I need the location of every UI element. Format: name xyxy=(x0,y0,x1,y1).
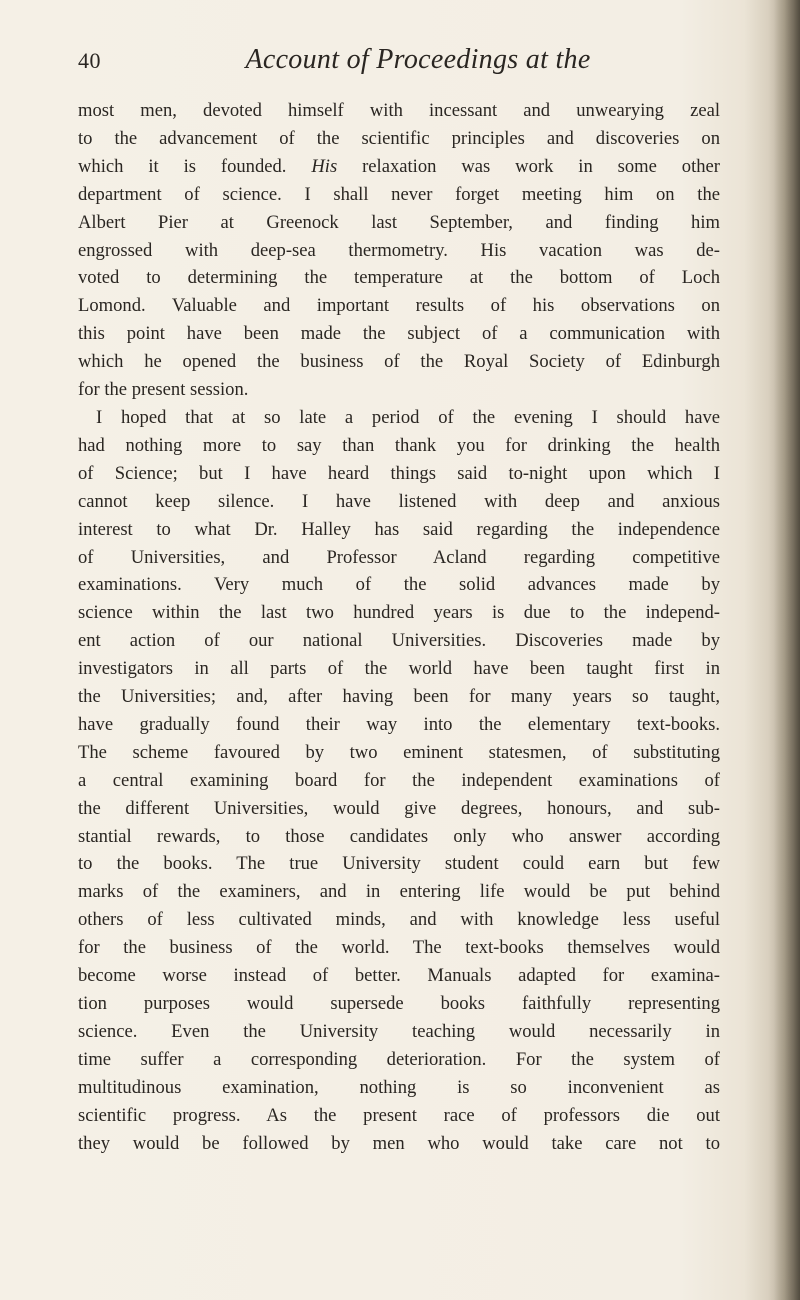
text-line: become worse instead of better. Manuals adapted for examina- xyxy=(78,965,720,987)
text-line: a central examining board for the independent examinations of xyxy=(78,769,720,791)
text-line: which it is founded. His relaxation was work in some other xyxy=(78,155,720,177)
text-line: voted to determining the temperature at the bottom of Loch xyxy=(78,267,720,289)
text-line: marks of the examiners, and in entering life would be put behind xyxy=(78,881,720,903)
text-line: investigators in all parts of the world have been taught first in xyxy=(78,658,720,680)
text-line: interest to what Dr. Halley has said regarding the independence xyxy=(78,518,720,540)
text-line: of Universities, and Professor Acland regarding competitive xyxy=(78,546,720,568)
text-line: scientific progress. As the present race of professors die out xyxy=(78,1104,720,1126)
text-line: examinations. Very much of the solid advances made by xyxy=(78,574,720,596)
text-line: multitudinous examination, nothing is so inconvenient as xyxy=(78,1076,720,1098)
text-line: The scheme favoured by two eminent statesmen, of substituting xyxy=(78,741,720,763)
text-line: others of less cultivated minds, and with knowledge less useful xyxy=(78,909,720,931)
text-line: have gradually found their way into the elementary text-books. xyxy=(78,713,720,735)
page-number: 40 xyxy=(78,48,101,73)
text-line: tion purposes would supersede books faithfully representing xyxy=(78,993,720,1014)
text-line: to the books. The true University student could earn but few xyxy=(78,853,720,875)
body-text xyxy=(78,97,720,1157)
binding-shadow xyxy=(774,0,800,1300)
running-head: Account of Proceedings at the xyxy=(245,44,591,75)
text-line: of Science; but I have heard things said to-night upon which I xyxy=(78,462,720,484)
text-line: which he opened the business of the Royal Society of Edinburgh xyxy=(78,351,720,373)
text-line: ent action of our national Universities. Discoveries made by xyxy=(78,630,720,652)
text-line: had nothing more to say than thank you for drinking the health xyxy=(78,434,720,456)
page-header xyxy=(78,44,718,84)
text-line: science. Even the University teaching would necessarily in xyxy=(78,1020,720,1042)
text-line-indent: I hoped that at so late a period of the evening I should have xyxy=(96,406,720,428)
text-line: Lomond. Valuable and important results of his observations on xyxy=(78,295,720,317)
text-line: to the advancement of the scientific principles and discoveries on xyxy=(78,127,720,149)
text-line: for the business of the world. The text-books themselves would xyxy=(78,937,720,959)
text-line: the Universities; and, after having been for many years so taught, xyxy=(78,686,720,708)
text-line: Albert Pier at Greenock last September, and finding him xyxy=(78,211,720,233)
text-line: department of science. I shall never forget meeting him on the xyxy=(78,183,720,205)
text-line: this point have been made the subject of a communication with xyxy=(78,323,720,345)
text-line: for the present session. xyxy=(78,379,249,401)
text-line: cannot keep silence. I have listened with deep and anxious xyxy=(78,490,720,512)
text-line: engrossed with deep-sea thermometry. His vacation was de- xyxy=(78,239,720,261)
text-line: most men, devoted himself with incessant and unwearying zeal xyxy=(78,100,720,121)
text-line: science within the last two hundred years is due to the independ- xyxy=(78,602,720,624)
text-line: they would be followed by men who would take care not to xyxy=(78,1132,720,1154)
text-line: the different Universities, would give degrees, honours, and sub- xyxy=(78,797,720,819)
text-line: stantial rewards, to those candidates only who answer according xyxy=(78,825,720,847)
text-line: time suffer a corresponding deterioration. For the system of xyxy=(78,1048,720,1070)
